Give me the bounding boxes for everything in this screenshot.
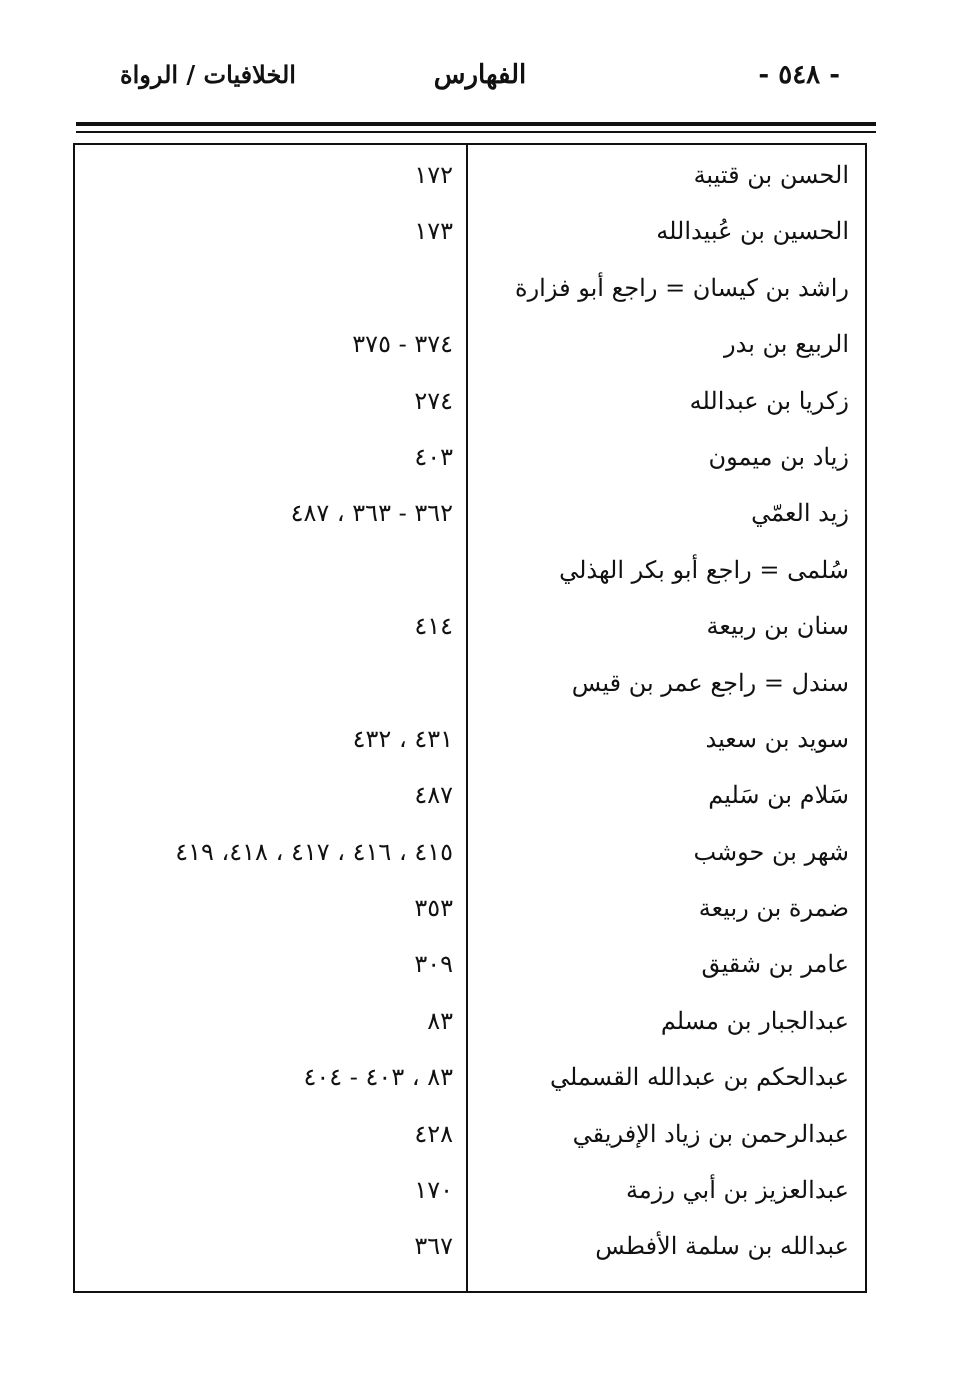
narrator-name: سويد بن سعيد bbox=[705, 724, 849, 753]
table-row bbox=[73, 999, 867, 1055]
table-row bbox=[73, 717, 867, 773]
narrator-name: عبدالعزيز بن أبي رزمة bbox=[626, 1176, 849, 1205]
table-row bbox=[73, 322, 867, 378]
header-rule-thick bbox=[76, 122, 876, 126]
page-references: ٤١٤ bbox=[414, 612, 453, 641]
narrator-name: ضمرة بن ربيعة bbox=[698, 894, 849, 923]
header-rule-thin bbox=[76, 131, 876, 133]
table-row bbox=[73, 830, 867, 886]
table-row bbox=[73, 548, 867, 604]
page-references: ٣٦٧ bbox=[414, 1232, 453, 1261]
narrator-name: عبدالحكم بن عبدالله القسملي bbox=[549, 1063, 849, 1092]
narrator-name: الحسن بن قتيبة bbox=[693, 161, 849, 189]
table-row bbox=[73, 209, 867, 265]
page-references: ٤٨٧ bbox=[414, 781, 453, 810]
narrator-name: سندل = راجع عمر بن قيس bbox=[571, 668, 849, 697]
page-references: ٣٧٤ - ٣٧٥ bbox=[352, 330, 453, 359]
page-references: ٣٥٣ bbox=[414, 894, 453, 923]
table-row bbox=[73, 604, 867, 660]
page-number: - ٥٤٨ - bbox=[758, 60, 840, 90]
narrator-name: سُلمى = راجع أبو بكر الهذلي bbox=[559, 555, 849, 584]
page-title: الفهارس bbox=[433, 60, 527, 90]
table-row bbox=[73, 661, 867, 717]
page-references: ١٧٢ bbox=[414, 161, 453, 189]
narrator-name: سَلام بن سَليم bbox=[708, 781, 849, 810]
narrator-name: الربيع بن بدر bbox=[724, 330, 849, 359]
page-references: ٤٢٨ bbox=[414, 1119, 453, 1148]
table-row bbox=[73, 435, 867, 491]
narrator-name: الحسين بن عُبيدالله bbox=[656, 217, 849, 246]
table-row bbox=[73, 266, 867, 322]
table-row bbox=[73, 491, 867, 547]
table-row bbox=[73, 1168, 867, 1224]
narrator-name: عبدالجبار بن مسلم bbox=[660, 1006, 849, 1035]
table-row bbox=[73, 1224, 867, 1280]
narrator-name: عبدالرحمن بن زياد الإفريقي bbox=[572, 1119, 849, 1148]
narrator-name: زياد بن ميمون bbox=[708, 442, 849, 471]
page-references: ٤١٥ ، ٤١٦ ، ٤١٧ ، ٤١٨، ٤١٩ bbox=[175, 837, 453, 866]
page-references: ٤٠٣ bbox=[414, 442, 453, 471]
narrator-name: عامر بن شقيق bbox=[701, 950, 849, 979]
narrator-name: راشد بن كيسان = راجع أبو فزارة bbox=[515, 273, 849, 302]
narrator-name: سنان بن ربيعة bbox=[706, 612, 849, 641]
page-references: ١٧٠ bbox=[414, 1176, 453, 1205]
section-title: الخلافيات / الرواة bbox=[120, 60, 296, 89]
page-references: ٨٣ bbox=[427, 1006, 453, 1035]
table-row bbox=[73, 1112, 867, 1168]
table-row bbox=[73, 773, 867, 829]
page-references: ٢٧٤ bbox=[414, 386, 453, 415]
page-header bbox=[80, 50, 880, 100]
table-row bbox=[73, 886, 867, 942]
table-row bbox=[73, 379, 867, 435]
table-row bbox=[73, 942, 867, 998]
page-references: ١٧٣ bbox=[414, 217, 453, 246]
index-rows bbox=[73, 153, 867, 1281]
narrator-name: زيد العمّي bbox=[751, 499, 849, 528]
page-references: ٣٦٢ - ٣٦٣ ، ٤٨٧ bbox=[290, 499, 453, 528]
table-row bbox=[73, 1055, 867, 1111]
table-row bbox=[73, 153, 867, 209]
narrator-name: شهر بن حوشب bbox=[693, 837, 849, 866]
page-references: ٣٠٩ bbox=[414, 950, 453, 979]
narrator-name: زكريا بن عبدالله bbox=[689, 386, 849, 415]
page-references: ٨٣ ، ٤٠٣ - ٤٠٤ bbox=[303, 1063, 453, 1092]
page-references: ٤٣١ ، ٤٣٢ bbox=[352, 724, 453, 753]
narrator-name: عبدالله بن سلمة الأفطس bbox=[595, 1232, 849, 1261]
